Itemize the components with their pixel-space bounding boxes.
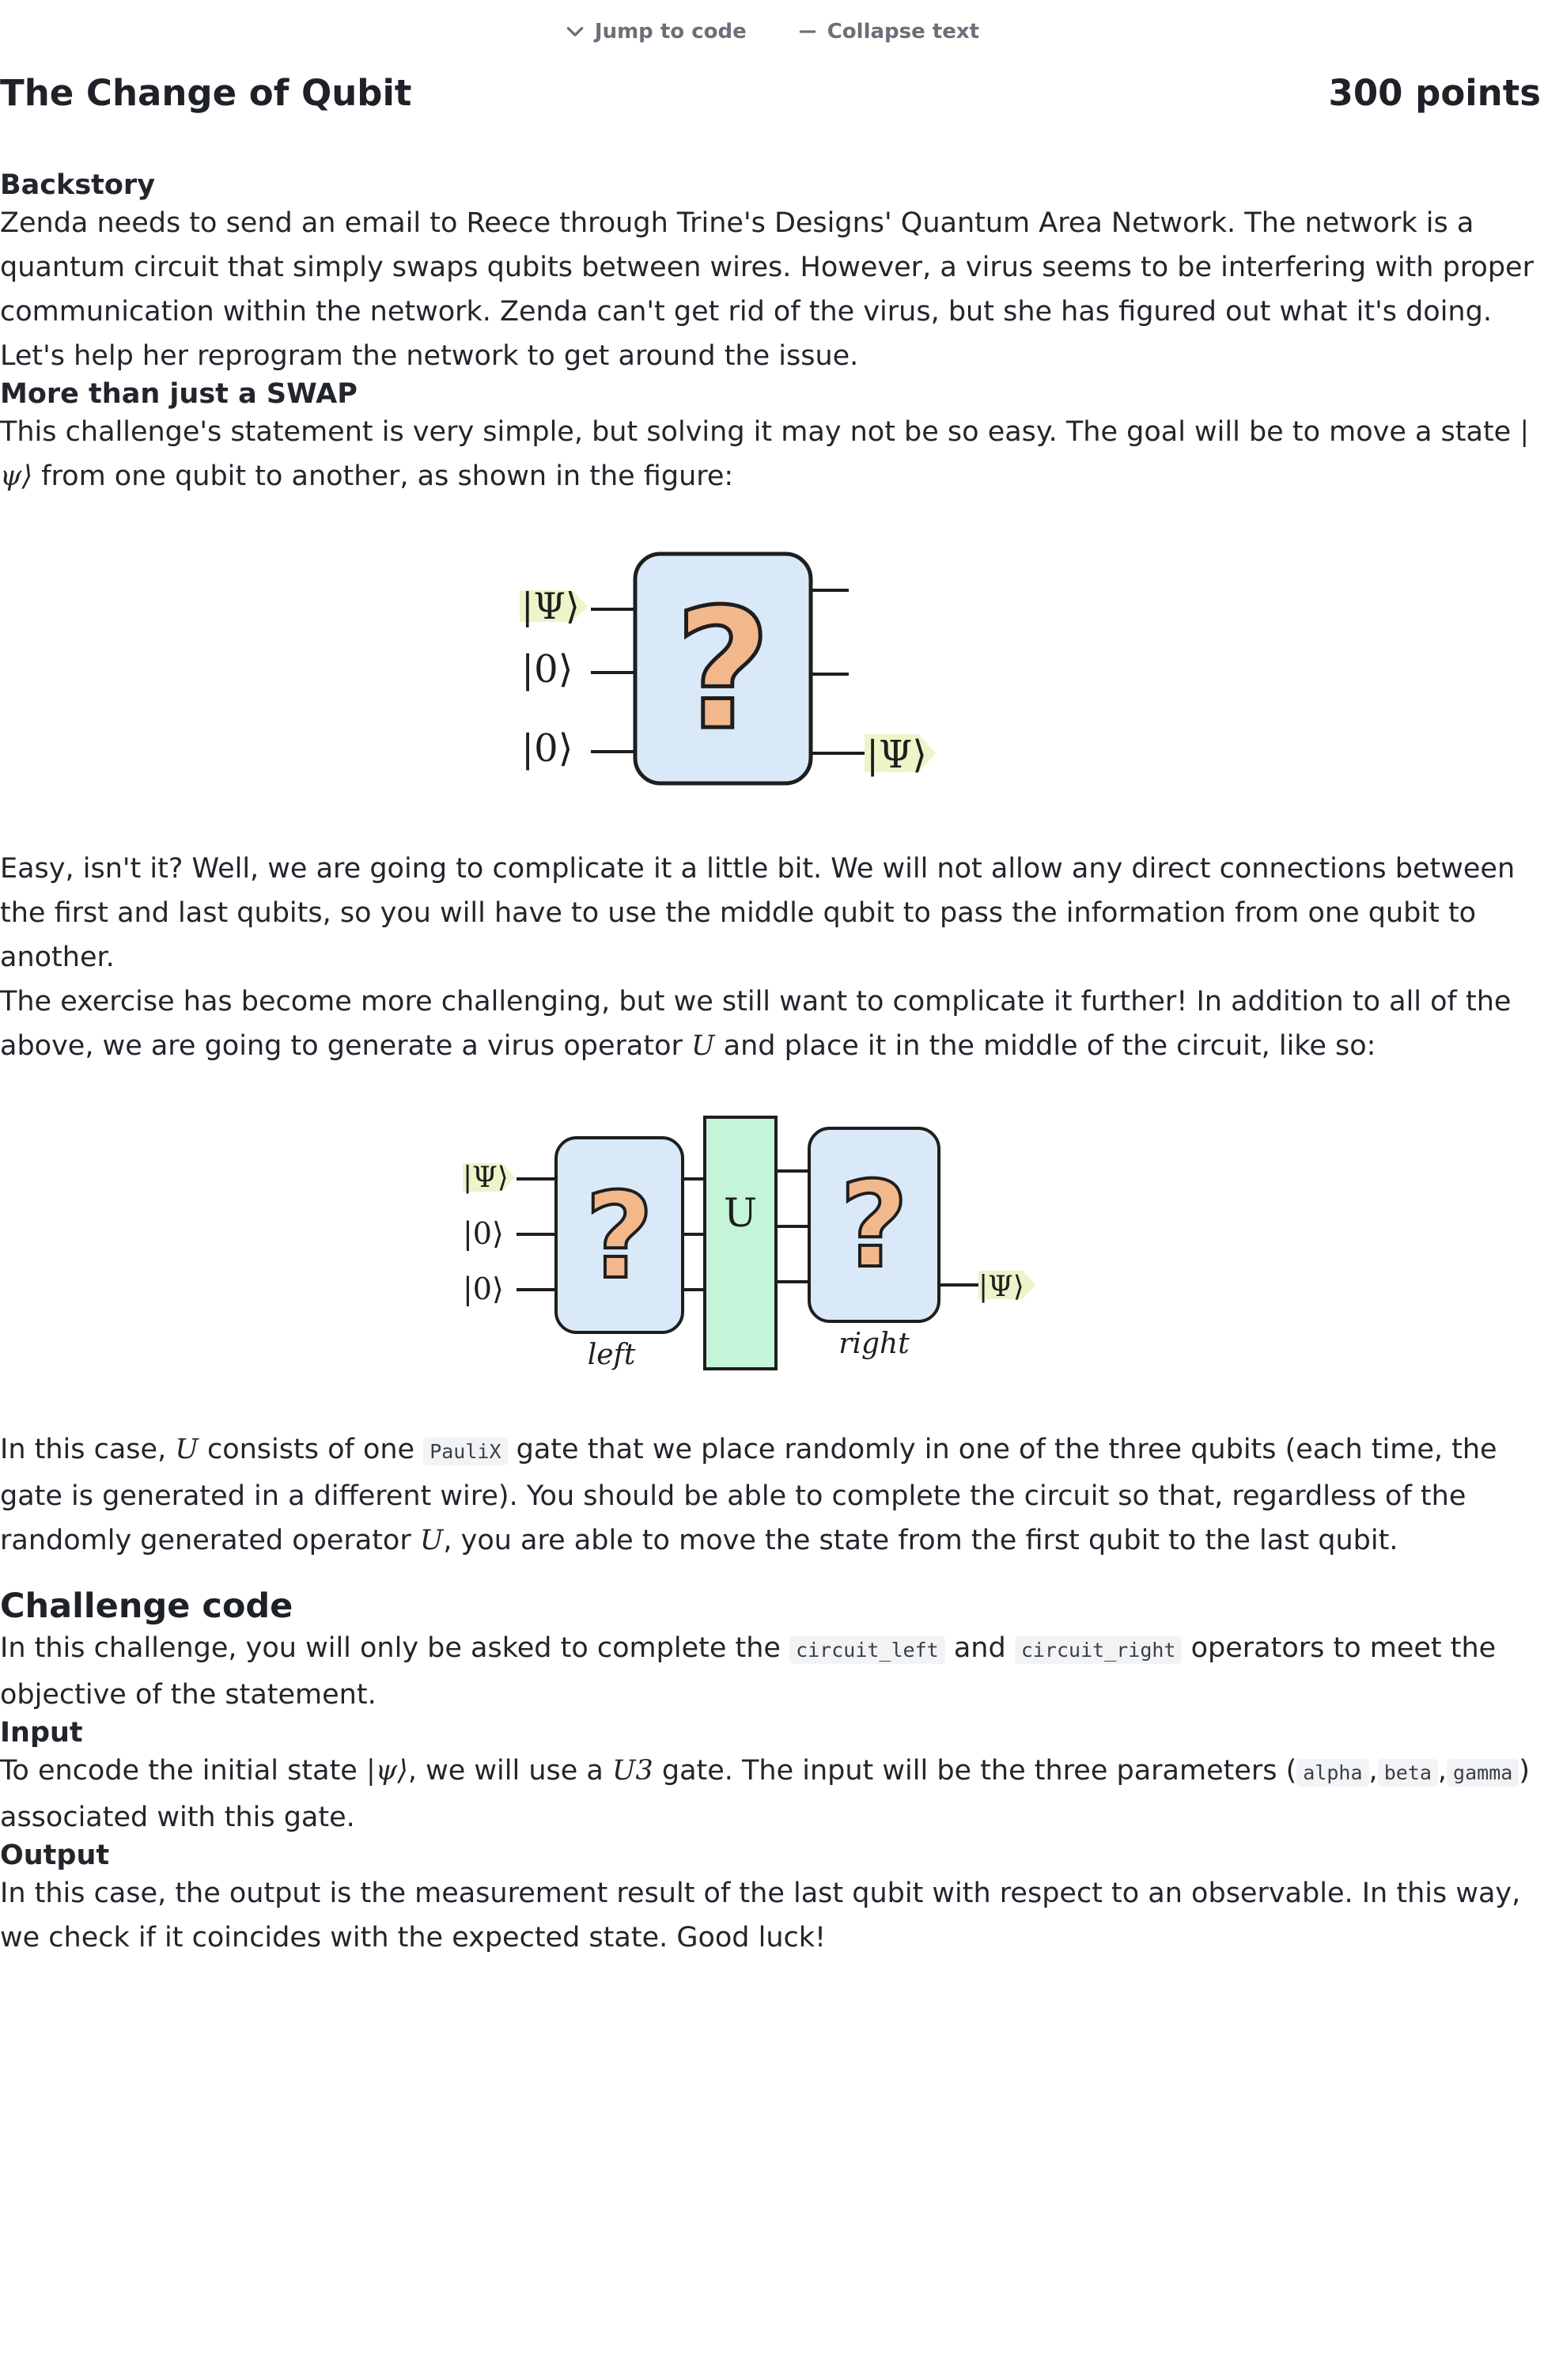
challenge-points: 300 points	[1328, 71, 1541, 114]
challenge-title: The Change of Qubit	[0, 71, 412, 114]
question-mark-left: ?	[585, 1168, 654, 1306]
jump-to-code-button[interactable]	[565, 20, 747, 44]
math-u3: U3	[611, 1755, 653, 1787]
output-paragraph: In this case, the output is the measurement result of the last qubit with respect to an observable. In this way, we check if it coincides with the expected state. Good luck!	[0, 1878, 1521, 1954]
ket-zero-2: |0⟩	[521, 726, 573, 771]
swap-heading: More than just a SWAP	[0, 378, 358, 410]
math-u: U	[691, 1030, 715, 1062]
ket-zero-1: |0⟩	[463, 1216, 504, 1251]
collapse-text-button[interactable]	[797, 20, 979, 44]
circuit-figure-swap	[509, 541, 1031, 794]
text-span: ) associated with this gate.	[0, 1755, 1530, 1833]
challenge-code-heading: Challenge code	[0, 1586, 293, 1626]
minus-icon	[797, 21, 818, 42]
swap-paragraph-4	[0, 1427, 1539, 1563]
backstory-heading: Backstory	[0, 169, 156, 201]
swap-paragraph-2: Easy, isn't it? Well, we are going to complicate it a little bit. We will not allow any direct connections between the first and last qubits, so you will have to use the middle qubit to pass the information from one qubit to another.	[0, 853, 1516, 973]
text-span: gate that we place randomly in one of the three qubits (each time, the gate is generated in a different wire). You should be able to complete the circuit so that, regardless of the randomly generated operator	[0, 1434, 1497, 1556]
input-heading: Input	[0, 1717, 83, 1749]
math-psi: |ψ⟩	[0, 416, 1530, 492]
ket-zero-1: |0⟩	[521, 647, 573, 692]
challenge-header	[0, 65, 1541, 120]
challenge-code-paragraph	[0, 1626, 1539, 1717]
code-paulix: PauliX	[423, 1438, 507, 1465]
code-gamma: gamma	[1447, 1759, 1519, 1787]
text-span: and place it in the middle of the circuit, like so:	[714, 1030, 1376, 1062]
code-circuit-left: circuit_left	[789, 1636, 945, 1664]
text-span: ,	[1368, 1755, 1378, 1787]
virus-operator-label: U	[723, 1190, 758, 1236]
math-u: U	[175, 1434, 199, 1465]
swap-paragraph-3	[0, 980, 1539, 1068]
text-span: This challenge's statement is very simple, but solving it may not be so easy. The goal will be to move a state	[0, 416, 1520, 448]
virus-operator-box	[705, 1117, 776, 1369]
text-span: from one qubit to another, as shown in the figure:	[32, 460, 734, 492]
text-span: and	[944, 1632, 1015, 1664]
question-mark: ?	[675, 573, 771, 767]
code-beta: beta	[1378, 1759, 1438, 1787]
code-alpha: alpha	[1296, 1759, 1368, 1787]
ket-psi-output: |Ψ⟩	[978, 1271, 1024, 1303]
text-span: The exercise has become more challenging, but we still want to complicate it further! In addition to all of the above, we are going to generate a virus operator	[0, 986, 1512, 1062]
challenge-statement	[0, 169, 1539, 1960]
ket-psi-input: |Ψ⟩	[521, 585, 580, 627]
text-span: ,	[1437, 1755, 1448, 1787]
jump-to-code-label: Jump to code	[594, 20, 747, 44]
text-span: consists of one	[198, 1434, 424, 1465]
ket-psi-output: |Ψ⟩	[866, 733, 927, 777]
swap-paragraph-1	[0, 410, 1539, 498]
math-u: U	[419, 1525, 444, 1556]
ket-psi-input: |Ψ⟩	[463, 1162, 509, 1194]
text-span: In this challenge, you will only be asked to complete the	[0, 1632, 790, 1664]
code-circuit-right: circuit_right	[1015, 1636, 1183, 1664]
chevron-down-icon	[565, 21, 585, 42]
text-span: In this case,	[0, 1434, 176, 1465]
label-right: right	[838, 1328, 910, 1360]
question-mark-right: ?	[839, 1157, 909, 1294]
text-span: To encode the initial state	[0, 1755, 366, 1787]
ket-zero-2: |0⟩	[463, 1271, 504, 1306]
backstory-paragraph: Zenda needs to send an email to Reece through Trine's Designs' Quantum Area Network. The network is a quantum circuit that simply swaps qubits between wires. However, a virus seems to be interfering with proper communication within the network. Zenda can't get rid of the virus, but she has figured out what it's doing. Let's help her reprogram the network to get around the issue.	[0, 207, 1534, 372]
input-paragraph	[0, 1749, 1539, 1840]
text-span: , you are able to move the state from the first qubit to the last qubit.	[443, 1525, 1398, 1556]
circuit-figure-virus	[453, 1111, 1086, 1385]
top-bar	[0, 14, 1544, 49]
output-heading: Output	[0, 1840, 110, 1871]
text-span: gate. The input will be the three parameters (	[653, 1755, 1297, 1787]
label-left: left	[587, 1339, 636, 1371]
text-span: , we will use a	[407, 1755, 612, 1787]
math-psi: |ψ⟩	[365, 1755, 408, 1787]
collapse-text-label: Collapse text	[827, 20, 980, 44]
text-span: operators to meet the objective of the statement.	[0, 1632, 1497, 1711]
